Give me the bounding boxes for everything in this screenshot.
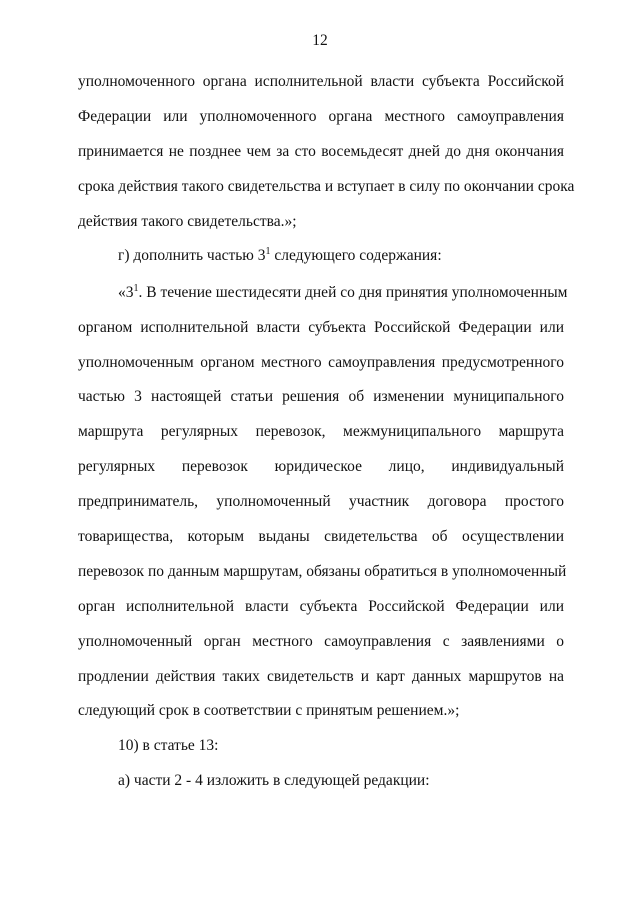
- text-line: уполномоченным органом местного самоуправления предусмотренного: [78, 354, 564, 371]
- paragraph-line: а) части 2 - 4 изложить в следующей редакции:: [118, 772, 430, 789]
- text-line: предприниматель, уполномоченный участник договора простого: [78, 493, 564, 510]
- text-segment: «3: [118, 284, 134, 301]
- text-line: товарищества, которым выданы свидетельства об осуществлении: [78, 528, 564, 545]
- text-line: уполномоченный орган местного самоуправления с заявлениями о: [78, 633, 564, 650]
- text-line: продлении действия таких свидетельств и карт данных маршрутов на: [78, 668, 564, 685]
- superscript: 1: [265, 246, 271, 257]
- text-line: уполномоченного органа исполнительной власти субъекта Российской: [78, 73, 564, 90]
- text-line: перевозок по данным маршрутам, обязаны обратиться в уполномоченный: [78, 563, 567, 580]
- text-line: Федерации или уполномоченного органа местного самоуправления: [78, 108, 564, 125]
- text-line: органом исполнительной власти субъекта Российской Федерации или: [78, 319, 564, 336]
- text-line: срока действия такого свидетельства и вступает в силу по окончании срока: [78, 178, 575, 195]
- text-line: принимается не позднее чем за сто восемьдесят дней до дня окончания: [78, 143, 564, 160]
- text-line: маршрута регулярных перевозок, межмуниципального маршрута: [78, 423, 564, 440]
- page-number: 12: [312, 32, 328, 49]
- text-line: регулярных перевозок юридическое лицо, индивидуальный: [78, 458, 564, 475]
- paragraph-line: [118, 283, 567, 303]
- text-line: орган исполнительной власти субъекта Российской Федерации или: [78, 598, 564, 615]
- text-line: частью 3 настоящей статьи решения об изменении муниципального: [78, 388, 564, 405]
- text-line: следующий срок в соответствии с принятым решением.»;: [78, 702, 460, 719]
- superscript: 1: [133, 283, 139, 294]
- text-segment: . В течение шестидесяти дней со дня принятия уполномоченным: [138, 284, 568, 301]
- paragraph-line: 10) в статье 13:: [118, 737, 219, 754]
- text-segment: следующего содержания:: [270, 247, 442, 264]
- paragraph-line: [118, 246, 442, 266]
- text-segment: г) дополнить частью 3: [118, 247, 266, 264]
- text-line: действия такого свидетельства.»;: [78, 213, 297, 230]
